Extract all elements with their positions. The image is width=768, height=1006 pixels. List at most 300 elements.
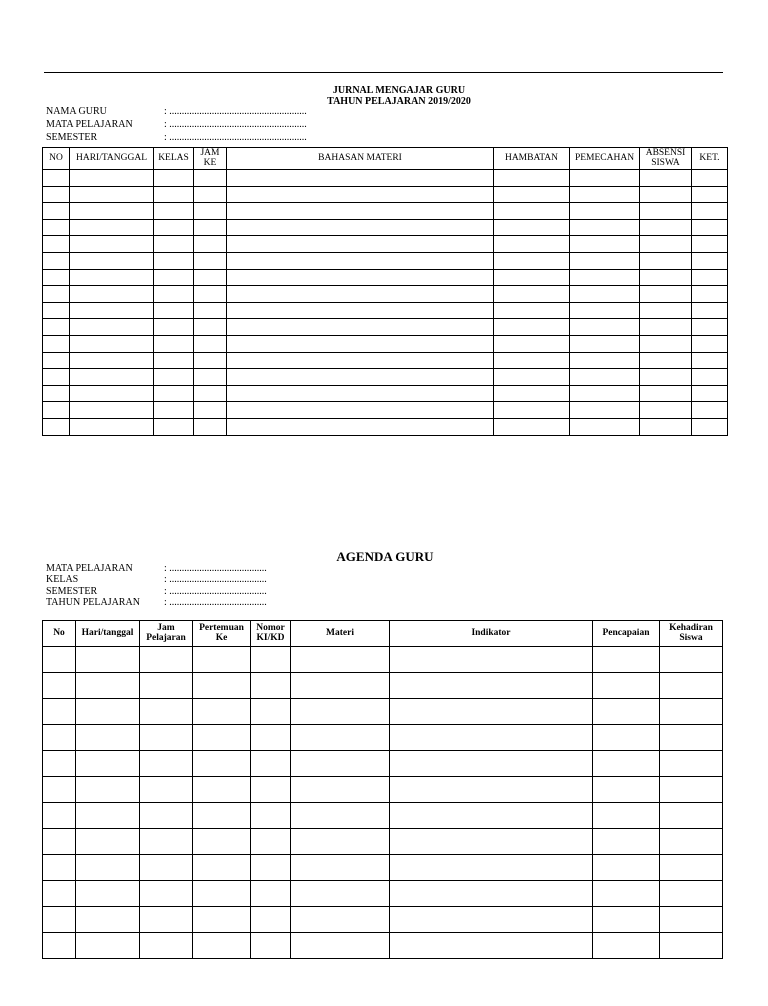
table-cell[interactable] (390, 881, 593, 907)
table-cell[interactable] (70, 203, 154, 220)
table-row (43, 803, 723, 829)
table-cell[interactable] (227, 302, 494, 319)
table-cell[interactable] (640, 203, 692, 220)
table-cell[interactable] (291, 751, 390, 777)
table-cell[interactable] (660, 933, 723, 959)
table-cell[interactable] (692, 418, 728, 435)
table-cell[interactable] (660, 855, 723, 881)
table-cell[interactable] (251, 803, 291, 829)
table-cell[interactable] (570, 352, 640, 369)
table-cell[interactable] (570, 170, 640, 187)
table-cell[interactable] (390, 751, 593, 777)
table-cell[interactable] (494, 236, 570, 253)
table-cell[interactable] (390, 647, 593, 673)
table-cell[interactable] (593, 933, 660, 959)
table-cell[interactable] (194, 269, 227, 286)
table-cell[interactable] (227, 219, 494, 236)
table-cell[interactable] (692, 286, 728, 303)
table-cell[interactable] (43, 319, 70, 336)
table-cell[interactable] (154, 236, 194, 253)
table-cell[interactable] (291, 699, 390, 725)
table-cell[interactable] (640, 319, 692, 336)
table-cell[interactable] (692, 186, 728, 203)
table-cell[interactable] (43, 907, 76, 933)
table-cell[interactable] (251, 933, 291, 959)
table-cell[interactable] (193, 673, 251, 699)
table-cell[interactable] (593, 647, 660, 673)
table-cell[interactable] (494, 286, 570, 303)
table-cell[interactable] (194, 186, 227, 203)
table-cell[interactable] (251, 855, 291, 881)
table-cell[interactable] (70, 402, 154, 419)
table-cell[interactable] (291, 933, 390, 959)
table-cell[interactable] (43, 751, 76, 777)
table-cell[interactable] (494, 385, 570, 402)
table-cell[interactable] (251, 907, 291, 933)
table-cell[interactable] (494, 170, 570, 187)
table-cell[interactable] (76, 855, 140, 881)
table-cell[interactable] (494, 402, 570, 419)
table-cell[interactable] (692, 319, 728, 336)
table-cell[interactable] (593, 725, 660, 751)
table-cell[interactable] (251, 725, 291, 751)
table-cell[interactable] (43, 881, 76, 907)
table-cell[interactable] (140, 673, 193, 699)
table-cell[interactable] (640, 335, 692, 352)
table-cell[interactable] (194, 418, 227, 435)
journal-header-row (43, 148, 728, 170)
table-cell[interactable] (640, 186, 692, 203)
table-cell[interactable] (70, 319, 154, 336)
table-cell[interactable] (227, 369, 494, 386)
table-cell[interactable] (692, 369, 728, 386)
table-cell[interactable] (494, 186, 570, 203)
table-cell[interactable] (43, 352, 70, 369)
table-cell[interactable] (43, 252, 70, 269)
table-cell[interactable] (193, 777, 251, 803)
table-row (43, 219, 728, 236)
agenda-field-semester (46, 587, 267, 597)
table-cell[interactable] (43, 203, 70, 220)
field-value[interactable]: : ....................................... (164, 586, 267, 597)
table-cell[interactable] (570, 402, 640, 419)
table-row (43, 335, 728, 352)
table-cell[interactable] (660, 699, 723, 725)
table-cell[interactable] (140, 855, 193, 881)
table-cell[interactable] (194, 170, 227, 187)
table-cell[interactable] (70, 170, 154, 187)
table-cell[interactable] (194, 402, 227, 419)
table-cell[interactable] (291, 673, 390, 699)
table-cell[interactable] (593, 699, 660, 725)
table-cell[interactable] (570, 286, 640, 303)
table-cell[interactable] (43, 236, 70, 253)
table-cell[interactable] (593, 751, 660, 777)
table-cell[interactable] (692, 252, 728, 269)
col-header-absensi-siswa: ABSENSI SISWA (640, 148, 692, 170)
table-cell[interactable] (43, 699, 76, 725)
table-cell[interactable] (43, 402, 70, 419)
table-cell[interactable] (154, 286, 194, 303)
table-cell[interactable] (193, 881, 251, 907)
table-cell[interactable] (640, 269, 692, 286)
table-cell[interactable] (140, 751, 193, 777)
table-cell[interactable] (76, 933, 140, 959)
table-cell[interactable] (154, 352, 194, 369)
table-cell[interactable] (43, 186, 70, 203)
table-row (43, 302, 728, 319)
table-cell[interactable] (251, 699, 291, 725)
table-cell[interactable] (390, 933, 593, 959)
table-cell[interactable] (70, 352, 154, 369)
table-cell[interactable] (193, 751, 251, 777)
field-value[interactable]: : ....................................................... (164, 106, 307, 117)
table-cell[interactable] (194, 236, 227, 253)
table-cell[interactable] (227, 186, 494, 203)
col-header-jam-pelajaran: Jam Pelajaran (140, 621, 193, 647)
table-cell[interactable] (43, 725, 76, 751)
table-cell[interactable] (194, 385, 227, 402)
table-row (43, 319, 728, 336)
table-cell[interactable] (154, 269, 194, 286)
table-cell[interactable] (390, 673, 593, 699)
table-cell[interactable] (291, 881, 390, 907)
table-cell[interactable] (593, 881, 660, 907)
table-cell[interactable] (660, 803, 723, 829)
table-row (43, 402, 728, 419)
table-cell[interactable] (154, 302, 194, 319)
table-cell[interactable] (640, 302, 692, 319)
table-cell[interactable] (251, 647, 291, 673)
table-cell[interactable] (194, 335, 227, 352)
table-cell[interactable] (154, 170, 194, 187)
table-cell[interactable] (291, 855, 390, 881)
col-header-hari-tanggal: Hari/tanggal (76, 621, 140, 647)
table-cell[interactable] (640, 418, 692, 435)
table-cell[interactable] (227, 319, 494, 336)
table-cell[interactable] (227, 269, 494, 286)
table-cell[interactable] (140, 933, 193, 959)
table-cell[interactable] (43, 335, 70, 352)
table-cell[interactable] (154, 203, 194, 220)
table-cell[interactable] (140, 699, 193, 725)
table-cell[interactable] (660, 777, 723, 803)
table-cell[interactable] (570, 236, 640, 253)
agenda-header-row (43, 621, 723, 647)
table-cell[interactable] (570, 203, 640, 220)
table-cell[interactable] (660, 673, 723, 699)
col-header-ket: KET. (692, 148, 728, 170)
table-cell[interactable] (194, 319, 227, 336)
field-label: MATA PELAJARAN (46, 119, 133, 130)
table-cell[interactable] (43, 286, 70, 303)
table-cell[interactable] (593, 777, 660, 803)
table-cell[interactable] (390, 855, 593, 881)
table-cell[interactable] (193, 855, 251, 881)
col-header-pencapaian: Pencapaian (593, 621, 660, 647)
table-cell[interactable] (140, 647, 193, 673)
field-value[interactable]: : ....................................... (164, 563, 267, 574)
col-header-kehadiran-siswa: Kehadiran Siswa (660, 621, 723, 647)
table-cell[interactable] (494, 203, 570, 220)
table-cell[interactable] (154, 252, 194, 269)
table-cell[interactable] (593, 855, 660, 881)
table-cell[interactable] (154, 402, 194, 419)
table-cell[interactable] (70, 418, 154, 435)
table-row (43, 170, 728, 187)
table-cell[interactable] (193, 829, 251, 855)
table-row (43, 186, 728, 203)
table-cell[interactable] (570, 186, 640, 203)
table-cell[interactable] (390, 777, 593, 803)
field-value[interactable]: : ....................................................... (164, 119, 307, 130)
table-row (43, 418, 728, 435)
table-cell[interactable] (570, 369, 640, 386)
table-cell[interactable] (640, 170, 692, 187)
table-cell[interactable] (194, 203, 227, 220)
table-cell[interactable] (70, 369, 154, 386)
table-cell[interactable] (227, 352, 494, 369)
table-cell[interactable] (692, 402, 728, 419)
table-cell[interactable] (227, 385, 494, 402)
table-cell[interactable] (640, 286, 692, 303)
table-cell[interactable] (227, 203, 494, 220)
col-header-nomor-ki-kd: Nomor KI/KD (251, 621, 291, 647)
table-cell[interactable] (43, 777, 76, 803)
table-row (43, 699, 723, 725)
table-cell[interactable] (251, 751, 291, 777)
table-cell[interactable] (43, 302, 70, 319)
table-cell[interactable] (194, 302, 227, 319)
table-cell[interactable] (692, 335, 728, 352)
table-cell[interactable] (227, 418, 494, 435)
table-row (43, 777, 723, 803)
table-cell[interactable] (692, 203, 728, 220)
table-cell[interactable] (251, 673, 291, 699)
table-cell[interactable] (390, 725, 593, 751)
table-cell[interactable] (390, 829, 593, 855)
table-cell[interactable] (193, 933, 251, 959)
table-cell[interactable] (70, 219, 154, 236)
journal-field-nama-guru (46, 107, 307, 117)
table-cell[interactable] (76, 777, 140, 803)
col-header-materi: Materi (291, 621, 390, 647)
table-cell[interactable] (70, 252, 154, 269)
table-cell[interactable] (593, 829, 660, 855)
table-cell[interactable] (194, 352, 227, 369)
table-cell[interactable] (660, 829, 723, 855)
table-cell[interactable] (640, 369, 692, 386)
table-cell[interactable] (154, 418, 194, 435)
field-label: KELAS (46, 574, 79, 585)
table-cell[interactable] (291, 829, 390, 855)
field-label: NAMA GURU (46, 106, 107, 117)
table-cell[interactable] (76, 907, 140, 933)
table-cell[interactable] (194, 286, 227, 303)
table-cell[interactable] (43, 385, 70, 402)
table-cell[interactable] (570, 302, 640, 319)
table-cell[interactable] (43, 855, 76, 881)
table-cell[interactable] (43, 933, 76, 959)
table-cell[interactable] (660, 751, 723, 777)
table-cell[interactable] (640, 385, 692, 402)
table-cell[interactable] (251, 881, 291, 907)
col-header-bahasan-materi: BAHASAN MATERI (227, 148, 494, 170)
table-cell[interactable] (76, 699, 140, 725)
table-cell[interactable] (640, 236, 692, 253)
col-header-hambatan: HAMBATAN (494, 148, 570, 170)
table-cell[interactable] (43, 170, 70, 187)
table-cell[interactable] (390, 699, 593, 725)
table-row (43, 907, 723, 933)
table-row (43, 881, 723, 907)
table-cell[interactable] (193, 725, 251, 751)
table-cell[interactable] (227, 236, 494, 253)
table-cell[interactable] (227, 286, 494, 303)
table-cell[interactable] (227, 402, 494, 419)
table-row (43, 673, 723, 699)
table-cell[interactable] (43, 369, 70, 386)
agenda-field-tahun-pelajaran (46, 598, 267, 608)
table-cell[interactable] (43, 829, 76, 855)
table-cell[interactable] (70, 269, 154, 286)
table-cell[interactable] (640, 402, 692, 419)
table-cell[interactable] (640, 352, 692, 369)
table-cell[interactable] (76, 829, 140, 855)
table-cell[interactable] (43, 673, 76, 699)
table-cell[interactable] (154, 385, 194, 402)
table-cell[interactable] (593, 803, 660, 829)
table-cell[interactable] (570, 269, 640, 286)
table-cell[interactable] (692, 302, 728, 319)
top-rule (44, 72, 723, 73)
table-cell[interactable] (227, 170, 494, 187)
field-value[interactable]: : ....................................................... (164, 132, 307, 143)
table-cell[interactable] (227, 335, 494, 352)
table-cell[interactable] (692, 236, 728, 253)
table-cell[interactable] (70, 302, 154, 319)
table-cell[interactable] (494, 369, 570, 386)
table-cell[interactable] (154, 319, 194, 336)
table-cell[interactable] (291, 907, 390, 933)
table-cell[interactable] (154, 335, 194, 352)
table-cell[interactable] (570, 252, 640, 269)
table-cell[interactable] (76, 725, 140, 751)
table-row (43, 352, 728, 369)
table-cell[interactable] (570, 418, 640, 435)
table-cell[interactable] (291, 803, 390, 829)
table-cell[interactable] (154, 369, 194, 386)
table-cell[interactable] (76, 803, 140, 829)
table-cell[interactable] (193, 803, 251, 829)
table-cell[interactable] (193, 647, 251, 673)
table-cell[interactable] (227, 252, 494, 269)
table-cell[interactable] (76, 647, 140, 673)
table-cell[interactable] (692, 385, 728, 402)
table-cell[interactable] (154, 186, 194, 203)
table-cell[interactable] (194, 219, 227, 236)
table-cell[interactable] (692, 219, 728, 236)
table-cell[interactable] (251, 829, 291, 855)
table-cell[interactable] (593, 907, 660, 933)
table-cell[interactable] (570, 385, 640, 402)
table-cell[interactable] (194, 369, 227, 386)
table-cell[interactable] (154, 219, 194, 236)
table-cell[interactable] (70, 385, 154, 402)
table-cell[interactable] (660, 647, 723, 673)
table-cell[interactable] (494, 302, 570, 319)
table-cell[interactable] (570, 319, 640, 336)
table-cell[interactable] (43, 803, 76, 829)
table-cell[interactable] (43, 647, 76, 673)
table-cell[interactable] (291, 777, 390, 803)
table-cell[interactable] (70, 286, 154, 303)
table-cell[interactable] (76, 881, 140, 907)
table-cell[interactable] (494, 335, 570, 352)
table-cell[interactable] (494, 219, 570, 236)
table-cell[interactable] (570, 335, 640, 352)
table-cell[interactable] (251, 777, 291, 803)
table-cell[interactable] (390, 907, 593, 933)
table-cell[interactable] (692, 352, 728, 369)
col-header-jam-ke: JAM KE (194, 148, 227, 170)
table-cell[interactable] (660, 881, 723, 907)
table-row (43, 269, 728, 286)
table-cell[interactable] (640, 252, 692, 269)
table-cell[interactable] (660, 725, 723, 751)
table-cell[interactable] (660, 907, 723, 933)
table-row (43, 725, 723, 751)
field-value[interactable]: : ....................................... (164, 574, 267, 585)
table-cell[interactable] (390, 803, 593, 829)
table-row (43, 236, 728, 253)
table-cell[interactable] (593, 673, 660, 699)
table-row (43, 286, 728, 303)
table-cell[interactable] (140, 803, 193, 829)
table-cell[interactable] (494, 352, 570, 369)
table-cell[interactable] (193, 907, 251, 933)
table-cell[interactable] (140, 907, 193, 933)
table-cell[interactable] (692, 170, 728, 187)
table-cell[interactable] (570, 219, 640, 236)
table-cell[interactable] (494, 269, 570, 286)
table-cell[interactable] (140, 777, 193, 803)
table-cell[interactable] (692, 269, 728, 286)
table-row (43, 203, 728, 220)
table-row (43, 751, 723, 777)
table-cell[interactable] (640, 219, 692, 236)
table-cell[interactable] (291, 647, 390, 673)
field-value[interactable]: : ....................................... (164, 597, 267, 608)
table-cell[interactable] (494, 319, 570, 336)
table-cell[interactable] (70, 236, 154, 253)
table-cell[interactable] (140, 829, 193, 855)
table-cell[interactable] (494, 418, 570, 435)
table-cell[interactable] (43, 219, 70, 236)
table-cell[interactable] (70, 335, 154, 352)
table-cell[interactable] (194, 252, 227, 269)
table-cell[interactable] (70, 186, 154, 203)
table-cell[interactable] (193, 699, 251, 725)
table-cell[interactable] (76, 673, 140, 699)
table-cell[interactable] (43, 269, 70, 286)
table-cell[interactable] (291, 725, 390, 751)
table-cell[interactable] (43, 418, 70, 435)
table-cell[interactable] (140, 881, 193, 907)
table-cell[interactable] (140, 725, 193, 751)
table-cell[interactable] (494, 252, 570, 269)
table-cell[interactable] (76, 751, 140, 777)
